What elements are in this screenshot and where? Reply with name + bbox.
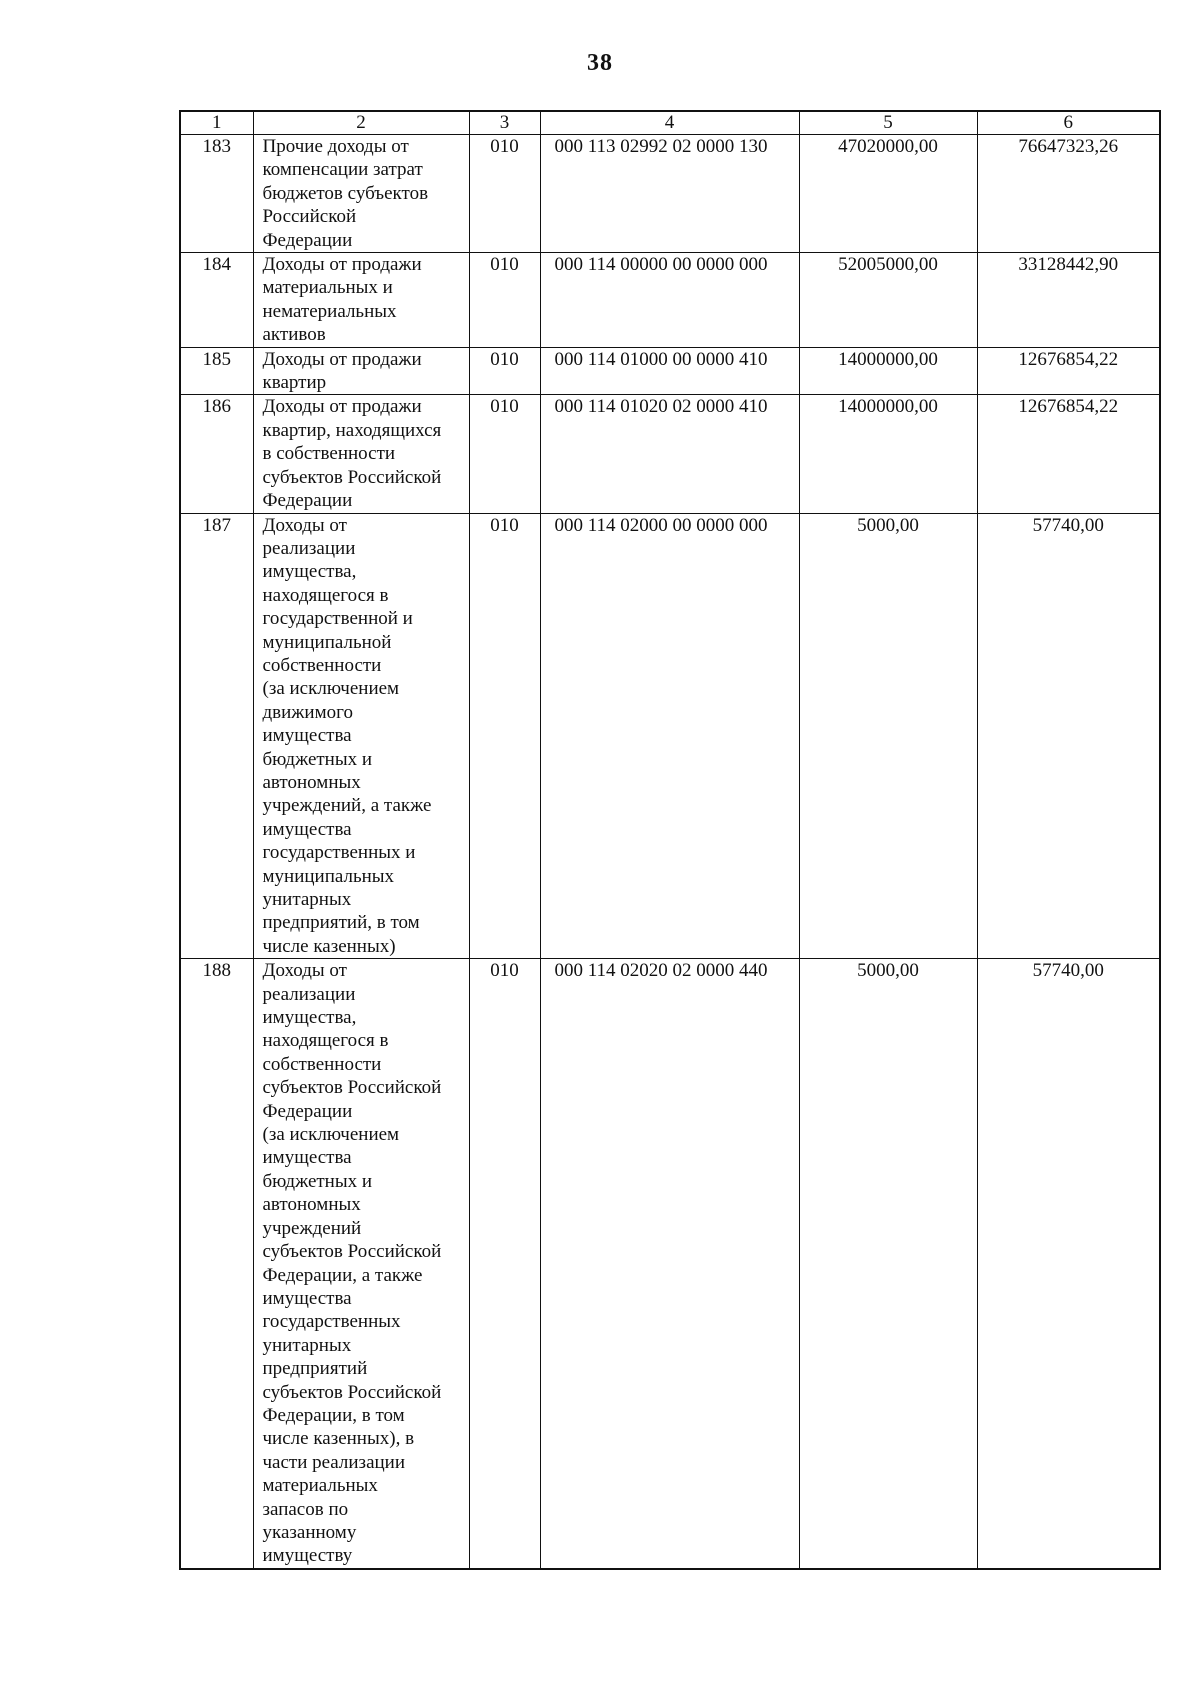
planned-amount: 47020000,00 xyxy=(799,135,977,253)
page-number: 38 xyxy=(587,50,613,76)
budget-classification-code: 000 113 02992 02 0000 130 xyxy=(540,135,799,253)
table-row xyxy=(180,253,1160,348)
row-number: 187 xyxy=(180,513,253,959)
column-number-row xyxy=(180,111,1160,135)
income-name: Доходы от продажи материальных и нематериальных активов xyxy=(253,253,469,348)
income-name: Доходы от продажи квартир xyxy=(253,347,469,395)
budget-classification-code: 000 114 01020 02 0000 410 xyxy=(540,395,799,513)
budget-classification-code: 000 114 02000 00 0000 000 xyxy=(540,513,799,959)
budget-classification-code: 000 114 02020 02 0000 440 xyxy=(540,959,799,1569)
column-header: 5 xyxy=(799,111,977,135)
income-name: Доходы от реализации имущества, находящегося в государственной и муниципальной собственности (за исключением движимого имущества бюджетных и автономных учреждений, а также имущества государственных и муниципальных унитарных предприятий, в том числе казенных) xyxy=(253,513,469,959)
planned-amount: 14000000,00 xyxy=(799,395,977,513)
table-row xyxy=(180,513,1160,959)
column-header: 1 xyxy=(180,111,253,135)
admin-code: 010 xyxy=(469,959,540,1569)
admin-code: 010 xyxy=(469,395,540,513)
column-header: 2 xyxy=(253,111,469,135)
income-name: Доходы от продажи квартир, находящихся в собственности субъектов Российской Федерации xyxy=(253,395,469,513)
admin-code: 010 xyxy=(469,513,540,959)
row-number: 185 xyxy=(180,347,253,395)
row-number: 188 xyxy=(180,959,253,1569)
actual-amount: 12676854,22 xyxy=(977,395,1160,513)
table-row xyxy=(180,395,1160,513)
admin-code: 010 xyxy=(469,253,540,348)
row-number: 186 xyxy=(180,395,253,513)
actual-amount: 76647323,26 xyxy=(977,135,1160,253)
table-row xyxy=(180,347,1160,395)
planned-amount: 14000000,00 xyxy=(799,347,977,395)
planned-amount: 5000,00 xyxy=(799,959,977,1569)
budget-classification-code: 000 114 00000 00 0000 000 xyxy=(540,253,799,348)
planned-amount: 52005000,00 xyxy=(799,253,977,348)
budget-classification-code: 000 114 01000 00 0000 410 xyxy=(540,347,799,395)
admin-code: 010 xyxy=(469,135,540,253)
table-row xyxy=(180,959,1160,1569)
actual-amount: 57740,00 xyxy=(977,513,1160,959)
column-header: 4 xyxy=(540,111,799,135)
actual-amount: 33128442,90 xyxy=(977,253,1160,348)
column-header: 3 xyxy=(469,111,540,135)
row-number: 183 xyxy=(180,135,253,253)
row-number: 184 xyxy=(180,253,253,348)
income-name: Доходы от реализации имущества, находящегося в собственности субъектов Российской Федерации (за исключением имущества бюджетных и автономных учреждений субъектов Российской Федерации, а также имущества государственных унитарных предприятий субъектов Российской Федерации, в том числе казенных), в части реализации материальных запасов по указанному имуществу xyxy=(253,959,469,1569)
actual-amount: 57740,00 xyxy=(977,959,1160,1569)
actual-amount: 12676854,22 xyxy=(977,347,1160,395)
table-row xyxy=(180,135,1160,253)
admin-code: 010 xyxy=(469,347,540,395)
column-header: 6 xyxy=(977,111,1160,135)
planned-amount: 5000,00 xyxy=(799,513,977,959)
income-name: Прочие доходы от компенсации затрат бюджетов субъектов Российской Федерации xyxy=(253,135,469,253)
budget-revenue-table xyxy=(179,110,1161,1570)
